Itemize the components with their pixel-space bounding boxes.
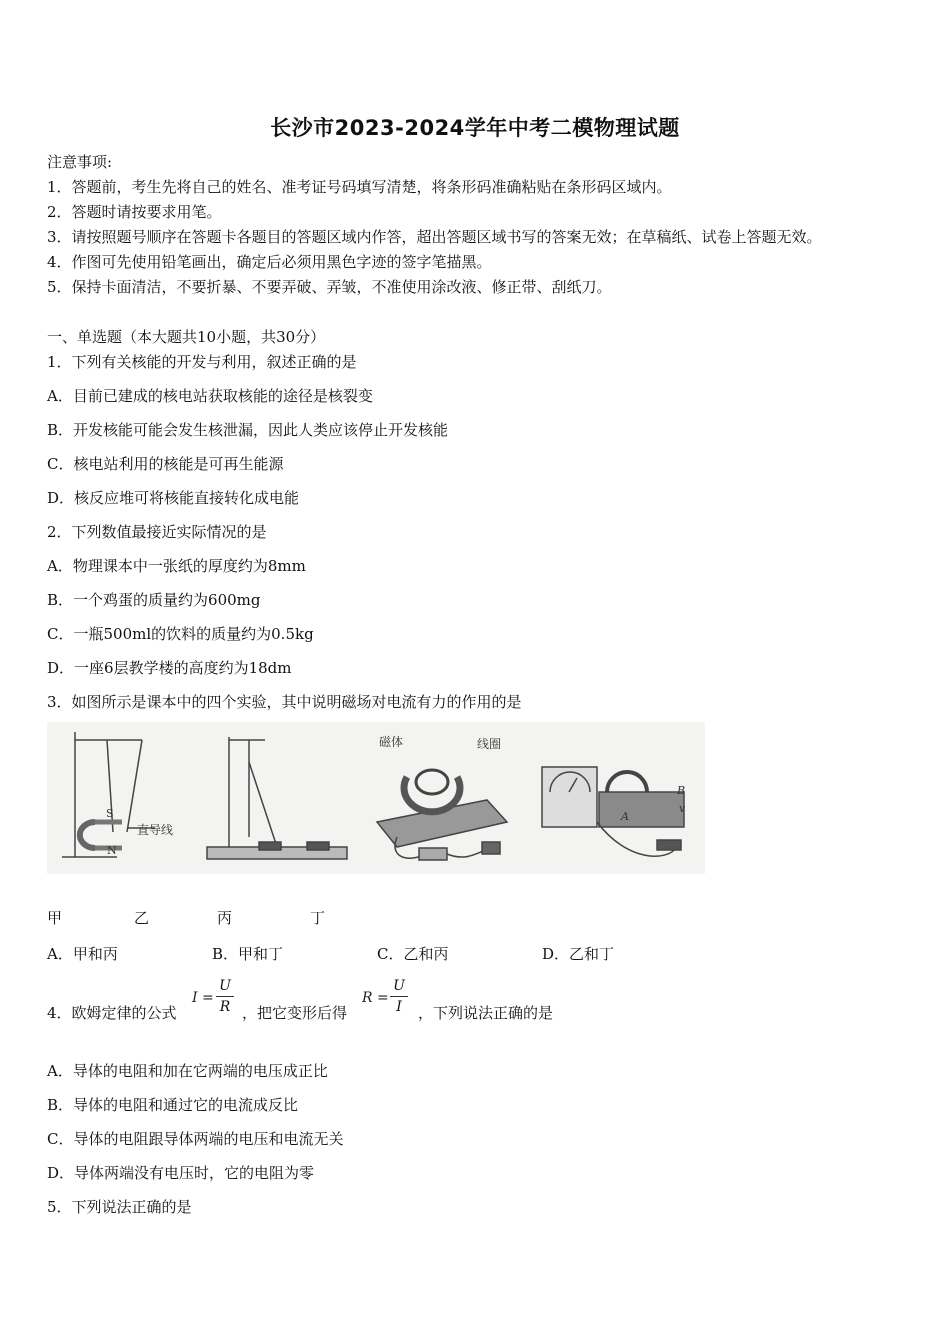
q1-option-c: C．核电站利用的核能是可再生能源 [47,455,284,473]
formula-1-numerator: U [219,978,231,994]
label-coil: 线圈 [477,737,502,751]
q5-stem: 5．下列说法正确的是 [47,1198,192,1216]
q1-option-b: B．开发核能可能会发生核泄漏，因此人类应该停止开发核能 [47,421,449,439]
q4-option-c: C．导体的电阻跟导体两端的电压和电流无关 [47,1130,344,1148]
label-yi: 乙 [134,909,150,927]
q2-option-b: B．一个鸡蛋的质量约为600mg [47,591,261,609]
label-ding: 丁 [310,909,326,927]
q3-option-c: C．乙和丙 [377,945,449,963]
q4-option-a: A．导体的电阻和加在它两端的电压成正比 [47,1062,328,1080]
q4-option-b: B．导体的电阻和通过它的电流成反比 [47,1096,299,1114]
formula-1-denominator: R [219,999,231,1015]
q3-option-d: D．乙和丁 [542,945,615,963]
experiment-illustration [47,722,705,874]
experiment-ding [542,767,684,856]
q3-option-b: B．甲和丁 [212,945,284,963]
formula-1-left: I = [192,990,214,1006]
experiment-jia [62,732,155,857]
q1-stem: 1．下列有关核能的开发与利用，叙述正确的是 [47,353,357,371]
label-a: A [621,810,629,823]
formula-1-bar [216,996,234,997]
q3-stem: 3．如图所示是课本中的四个实验，其中说明磁场对电流有力的作用的是 [47,693,522,711]
label-magnet: 磁体 [379,735,404,749]
label-bing: 丙 [217,909,233,927]
notice-item-3: 3．请按照题号顺序在答题卡各题目的答题区域内作答，超出答题区域书写的答案无效；在草稿纸、试卷上答题无效。 [47,228,822,246]
label-b: B [677,784,686,797]
q2-option-c: C．一瓶500ml的饮料的质量约为0.5kg [47,625,314,643]
q4-middle: ，把它变形后得 [242,1004,348,1022]
formula-2-denominator: I [396,999,402,1015]
label-n-pole: N [107,844,117,857]
label-jia: 甲 [47,909,63,927]
section-heading: 一、单选题（本大题共10小题，共30分） [47,328,326,346]
q2-option-d: D．一座6层教学楼的高度约为18dm [47,659,292,677]
notice-item-2: 2．答题时请按要求用笔。 [47,203,222,221]
q2-stem: 2．下列数值最接近实际情况的是 [47,523,267,541]
formula-1-fraction [216,978,234,1015]
q4-prefix: 4．欧姆定律的公式 [47,1004,177,1022]
q4-option-d: D．导体两端没有电压时，它的电阻为零 [47,1164,315,1182]
experiment-bing [377,770,507,860]
experiment-yi [207,737,347,859]
label-s-pole: S [106,807,114,820]
q4-suffix: ，下列说法正确的是 [418,1004,554,1022]
formula-2-left: R = [362,990,389,1006]
notice-item-5: 5．保持卡面清洁，不要折暴、不要弄破、弄皱，不准使用涂改液、修正带、刮纸刀。 [47,278,612,296]
notice-heading: 注意事项: [47,153,113,171]
page-title: 长沙市2023-2024学年中考二模物理试题 [270,116,680,140]
label-straight-wire: 直导线 [137,823,174,837]
q3-experiment-figure [47,722,705,874]
q1-option-d: D．核反应堆可将核能直接转化成电能 [47,489,300,507]
formula-2-numerator: U [393,978,405,994]
formula-2-bar [390,996,408,997]
label-v: v [679,802,686,815]
formula-2-fraction [390,978,408,1015]
q3-option-a: A．甲和丙 [47,945,118,963]
q1-option-a: A．目前已建成的核电站获取核能的途径是核裂变 [47,387,373,405]
notice-item-4: 4．作图可先使用铅笔画出，确定后必须用黑色字迹的签字笔描黑。 [47,253,492,271]
q2-option-a: A．物理课本中一张纸的厚度约为8mm [47,557,306,575]
notice-item-1: 1．答题前，考生先将自己的姓名、准考证号码填写清楚，将条形码准确粘贴在条形码区域内。 [47,178,672,196]
